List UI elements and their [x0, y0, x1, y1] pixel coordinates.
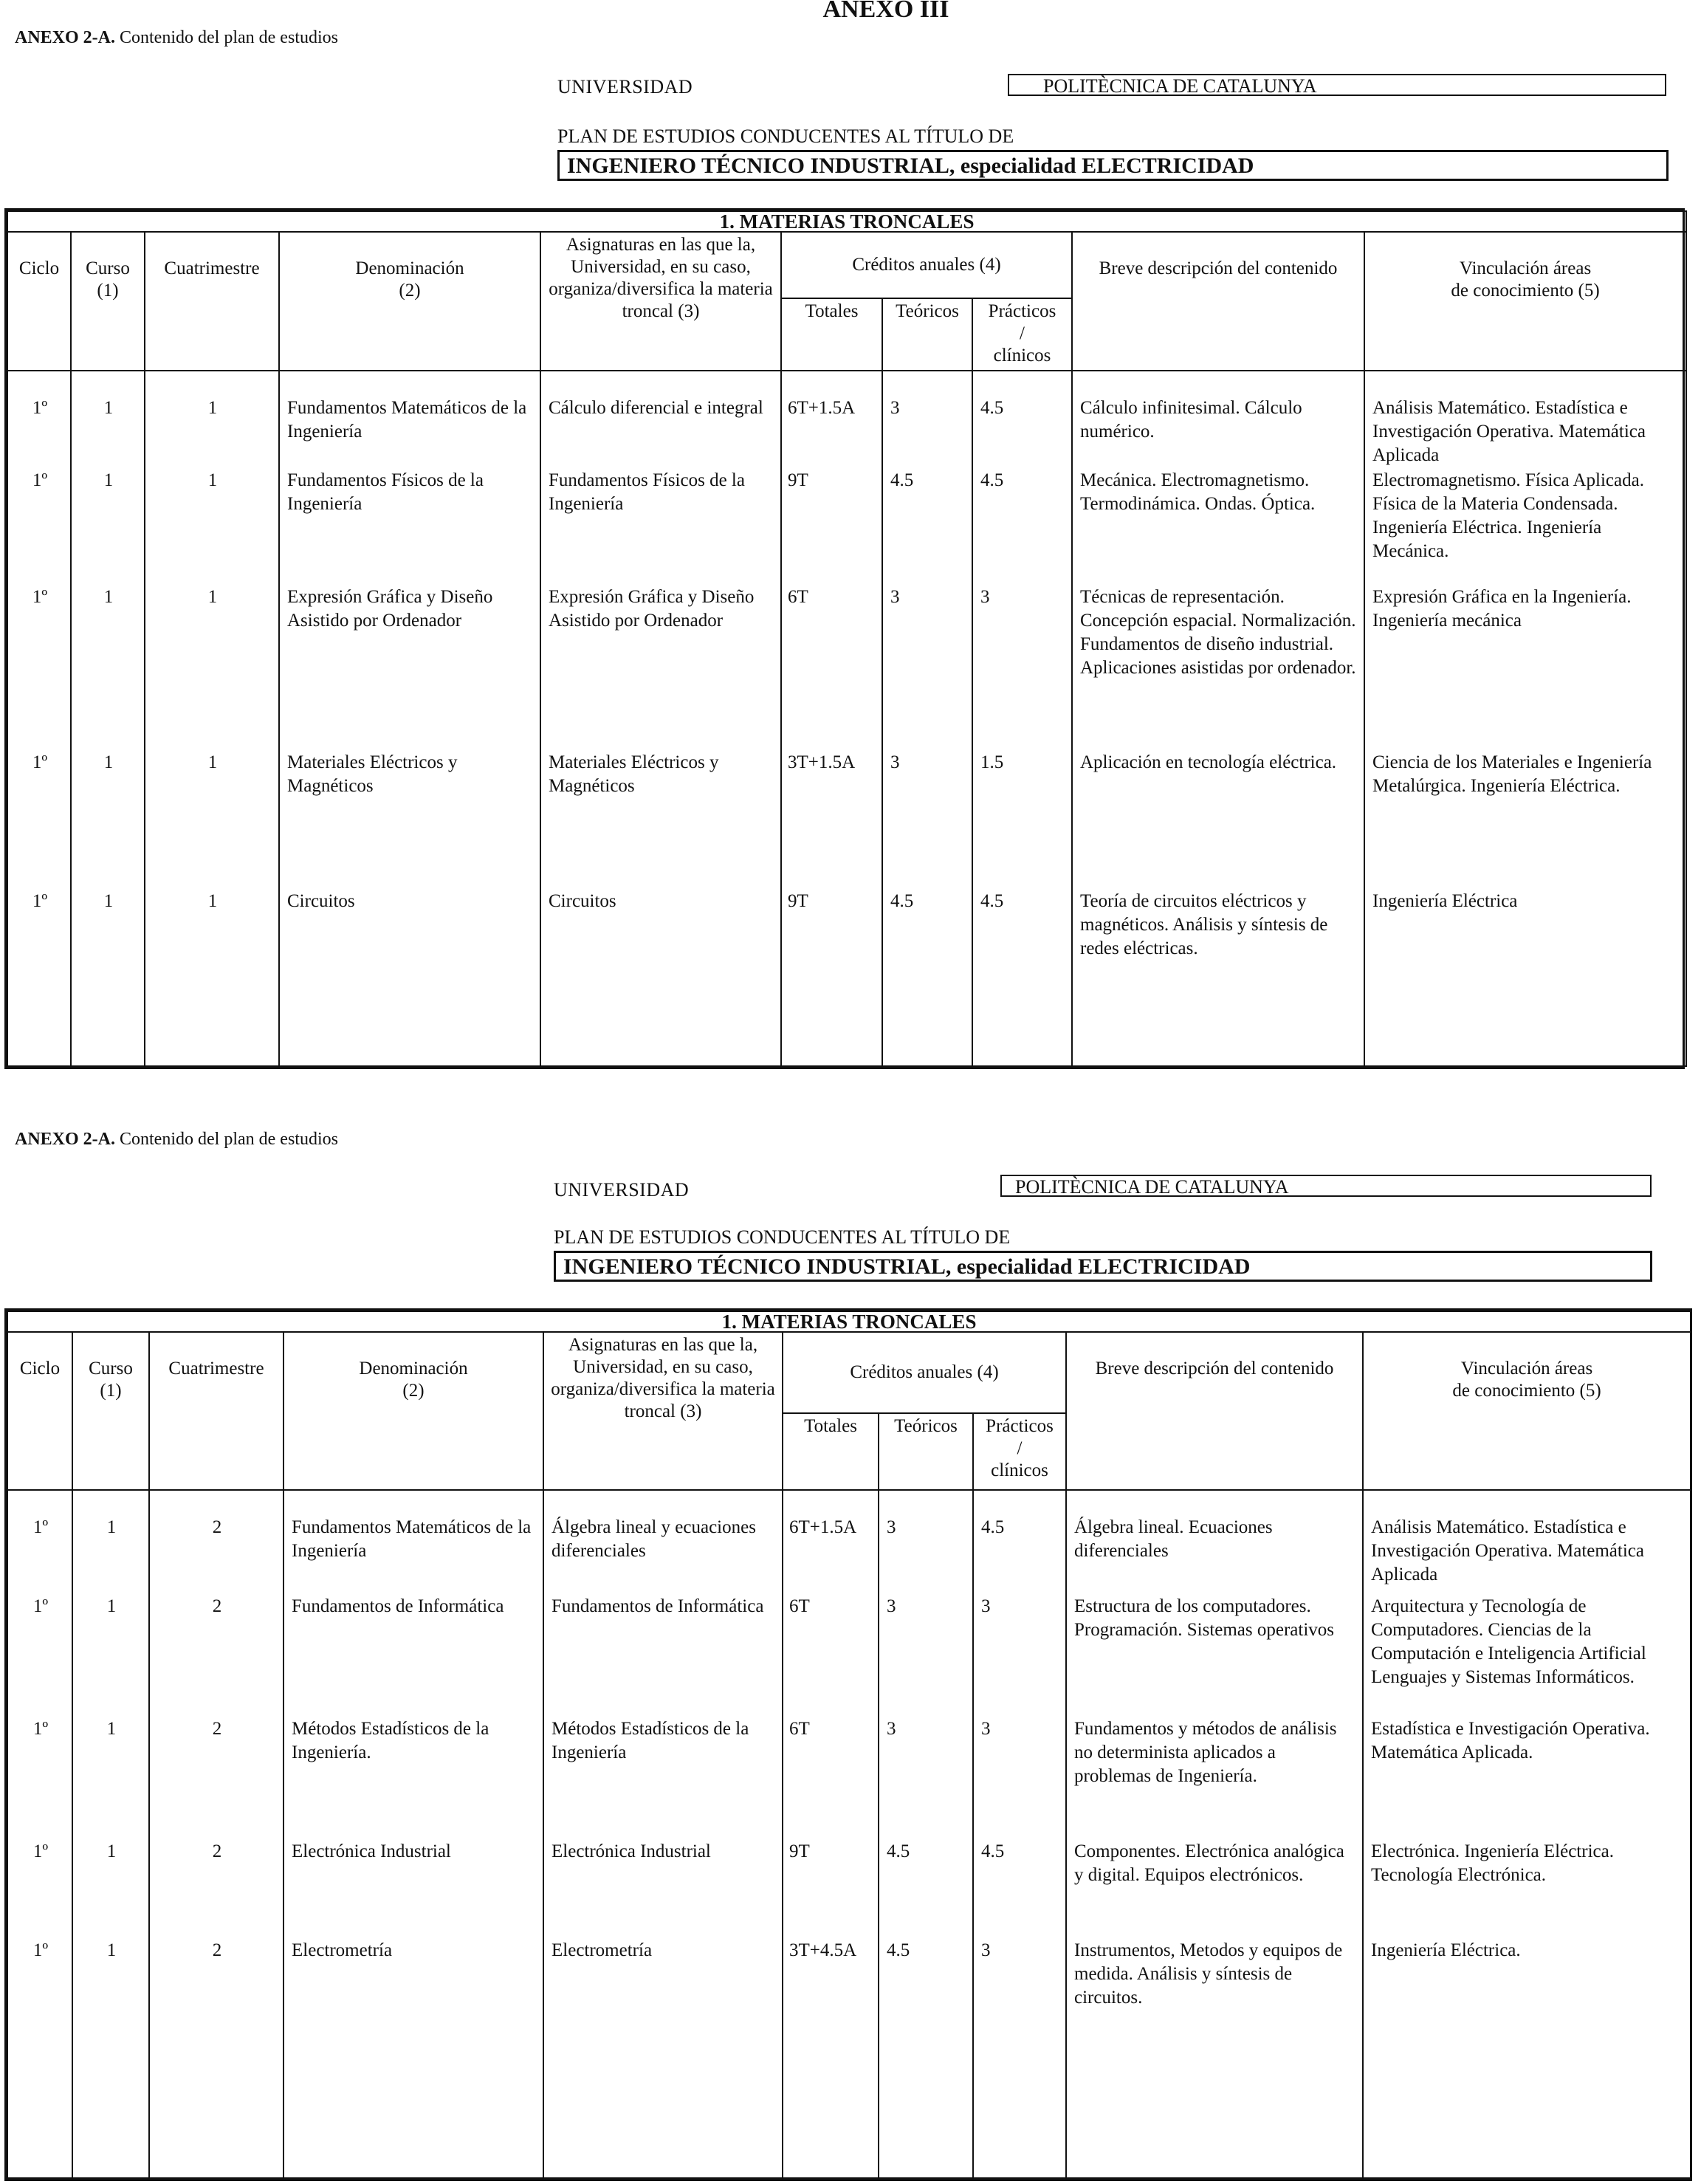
- header-curso: Curso (1): [72, 1332, 149, 1490]
- anexo-label-2: [15, 1130, 338, 1150]
- table-row: [7, 1716, 1691, 1838]
- header-vinculacion: Vinculación áreas de conocimiento (5): [1363, 1332, 1691, 1490]
- header-asignaturas: Asignaturas en las que la, Universidad, en su caso, organiza/diversifica la materia troncal (3): [543, 1332, 783, 1490]
- cell-denominacion: Electrometría: [284, 1937, 543, 2178]
- cell-asignatura: Fundamentos de Informática: [543, 1593, 783, 1716]
- table-row: [7, 1838, 1691, 1937]
- header-denominacion: Denominación (2): [284, 1332, 543, 1490]
- header-creditos: Créditos anuales (4): [781, 232, 1072, 298]
- anexo-label-text: Contenido del plan de estudios: [115, 1130, 338, 1149]
- cell-vinculacion: Arquitectura y Tecnología de Computadores. Ciencias de la Computación e Inteligencia Artificial Lenguajes y Sistemas Informáticos.: [1363, 1593, 1691, 1716]
- universidad-label-1: UNIVERSIDAD: [557, 76, 693, 97]
- universidad-value-1: POLITÈCNICA DE CATALUNYA: [1008, 74, 1666, 96]
- cell-curso: 1: [71, 467, 145, 584]
- cell-cuatrimestre: 1: [145, 371, 279, 467]
- header-practicos: Prácticos / clínicos: [973, 1413, 1066, 1490]
- cell-teoricos: 4.5: [879, 1838, 973, 1937]
- cell-descripcion: Teoría de circuitos eléctricos y magnéticos. Análisis y síntesis de redes eléctricas.: [1072, 888, 1364, 1066]
- cell-practicos: 1.5: [972, 749, 1072, 888]
- cell-descripcion: Álgebra lineal. Ecuaciones diferenciales: [1066, 1490, 1363, 1593]
- cell-denominacion: Fundamentos de Informática: [284, 1593, 543, 1716]
- cell-totales: 6T: [783, 1716, 879, 1838]
- header-cuatrimestre: Cuatrimestre: [145, 232, 279, 371]
- cell-ciclo: 1º: [7, 1937, 72, 2178]
- cell-cuatrimestre: 2: [149, 1838, 284, 1937]
- cell-curso: 1: [72, 1838, 149, 1937]
- anexo-label-text: Contenido del plan de estudios: [115, 28, 338, 47]
- cell-cuatrimestre: 2: [149, 1937, 284, 2178]
- cell-totales: 9T: [783, 1838, 879, 1937]
- cell-teoricos: 3: [882, 749, 972, 888]
- header-ciclo: Ciclo: [7, 232, 71, 371]
- cell-curso: 1: [72, 1490, 149, 1593]
- cell-descripcion: Técnicas de representación. Concepción espacial. Normalización. Fundamentos de diseño industrial. Aplicaciones asistidas por ordenador.: [1072, 584, 1364, 749]
- cell-totales: 6T: [781, 584, 882, 749]
- page-title: ANEXO III: [822, 0, 949, 23]
- cell-vinculacion: Estadística e Investigación Operativa. Matemática Aplicada.: [1363, 1716, 1691, 1838]
- cell-curso: 1: [72, 1716, 149, 1838]
- materias-troncales-table-2: [4, 1308, 1692, 2181]
- table-row: [7, 749, 1686, 888]
- cell-totales: 6T: [783, 1593, 879, 1716]
- cell-vinculacion: Análisis Matemático. Estadística e Investigación Operativa. Matemática Aplicada: [1364, 371, 1686, 467]
- cell-asignatura: Álgebra lineal y ecuaciones diferenciales: [543, 1490, 783, 1593]
- cell-curso: 1: [71, 749, 145, 888]
- cell-vinculacion: Ingeniería Eléctrica.: [1363, 1937, 1691, 2178]
- cell-cuatrimestre: 1: [145, 749, 279, 888]
- cell-practicos: 3: [973, 1716, 1066, 1838]
- cell-teoricos: 4.5: [882, 467, 972, 584]
- cell-denominacion: Expresión Gráfica y Diseño Asistido por Ordenador: [279, 584, 540, 749]
- cell-descripcion: Fundamentos y métodos de análisis no determinista aplicados a problemas de Ingeniería.: [1066, 1716, 1363, 1838]
- cell-teoricos: 3: [879, 1716, 973, 1838]
- cell-teoricos: 3: [882, 584, 972, 749]
- cell-cuatrimestre: 2: [149, 1593, 284, 1716]
- cell-totales: 3T+4.5A: [783, 1937, 879, 2178]
- cell-ciclo: 1º: [7, 467, 71, 584]
- table-title: 1. MATERIAS TRONCALES: [7, 211, 1686, 232]
- cell-denominacion: Fundamentos Matemáticos de la Ingeniería: [279, 371, 540, 467]
- table-title: 1. MATERIAS TRONCALES: [7, 1311, 1691, 1332]
- cell-asignatura: Fundamentos Físicos de la Ingeniería: [540, 467, 781, 584]
- header-creditos: Créditos anuales (4): [783, 1332, 1066, 1413]
- cell-denominacion: Fundamentos Físicos de la Ingeniería: [279, 467, 540, 584]
- cell-curso: 1: [71, 584, 145, 749]
- header-totales: Totales: [781, 298, 882, 371]
- cell-practicos: 4.5: [972, 467, 1072, 584]
- cell-ciclo: 1º: [7, 1716, 72, 1838]
- cell-asignatura: Circuitos: [540, 888, 781, 1066]
- anexo-label-bold: ANEXO 2-A.: [15, 1130, 115, 1149]
- header-descripcion: Breve descripción del contenido: [1072, 232, 1364, 371]
- cell-cuatrimestre: 1: [145, 467, 279, 584]
- cell-asignatura: Métodos Estadísticos de la Ingeniería: [543, 1716, 783, 1838]
- cell-teoricos: 3: [882, 371, 972, 467]
- header-denominacion: Denominación (2): [279, 232, 540, 371]
- cell-denominacion: Circuitos: [279, 888, 540, 1066]
- cell-asignatura: Materiales Eléctricos y Magnéticos: [540, 749, 781, 888]
- cell-ciclo: 1º: [7, 371, 71, 467]
- table-row: [7, 584, 1686, 749]
- cell-practicos: 4.5: [972, 888, 1072, 1066]
- cell-descripcion: Instrumentos, Metodos y equipos de medida. Análisis y síntesis de circuitos.: [1066, 1937, 1363, 2178]
- cell-asignatura: Electrometría: [543, 1937, 783, 2178]
- cell-totales: 3T+1.5A: [781, 749, 882, 888]
- cell-vinculacion: Electrónica. Ingeniería Eléctrica. Tecnología Electrónica.: [1363, 1838, 1691, 1937]
- header-teoricos: Teóricos: [879, 1413, 973, 1490]
- cell-descripcion: Cálculo infinitesimal. Cálculo numérico.: [1072, 371, 1364, 467]
- cell-teoricos: 3: [879, 1490, 973, 1593]
- cell-vinculacion: Ingeniería Eléctrica: [1364, 888, 1686, 1066]
- cell-ciclo: 1º: [7, 1593, 72, 1716]
- cell-ciclo: 1º: [7, 584, 71, 749]
- table-row: [7, 371, 1686, 467]
- header-descripcion: Breve descripción del contenido: [1066, 1332, 1363, 1490]
- plan-label-1: PLAN DE ESTUDIOS CONDUCENTES AL TÍTULO DE: [557, 126, 1014, 147]
- header-curso: Curso (1): [71, 232, 145, 371]
- cell-denominacion: Métodos Estadísticos de la Ingeniería.: [284, 1716, 543, 1838]
- table-row: [7, 467, 1686, 584]
- universidad-label-2: UNIVERSIDAD: [554, 1179, 690, 1201]
- cell-totales: 9T: [781, 888, 882, 1066]
- cell-practicos: 3: [973, 1937, 1066, 2178]
- header-vinculacion: Vinculación áreas de conocimiento (5): [1364, 232, 1686, 371]
- cell-totales: 9T: [781, 467, 882, 584]
- table-row: [7, 888, 1686, 1066]
- cell-practicos: 4.5: [973, 1838, 1066, 1937]
- cell-descripcion: Estructura de los computadores. Programación. Sistemas operativos: [1066, 1593, 1363, 1716]
- cell-totales: 6T+1.5A: [781, 371, 882, 467]
- table-row: [7, 1593, 1691, 1716]
- anexo-label-bold: ANEXO 2-A.: [15, 28, 115, 47]
- plan-label-2: PLAN DE ESTUDIOS CONDUCENTES AL TÍTULO DE: [554, 1226, 1011, 1248]
- plan-title-1: INGENIERO TÉCNICO INDUSTRIAL, especialidad ELECTRICIDAD: [557, 150, 1669, 181]
- cell-ciclo: 1º: [7, 888, 71, 1066]
- cell-practicos: 3: [973, 1593, 1066, 1716]
- table-row: [7, 1490, 1691, 1593]
- cell-denominacion: Fundamentos Matemáticos de la Ingeniería: [284, 1490, 543, 1593]
- cell-descripcion: Componentes. Electrónica analógica y digital. Equipos electrónicos.: [1066, 1838, 1363, 1937]
- cell-asignatura: Expresión Gráfica y Diseño Asistido por Ordenador: [540, 584, 781, 749]
- cell-vinculacion: Electromagnetismo. Física Aplicada. Física de la Materia Condensada. Ingeniería Eléctrica. Ingeniería Mecánica.: [1364, 467, 1686, 584]
- header-cuatrimestre: Cuatrimestre: [149, 1332, 284, 1490]
- universidad-value-2: POLITÈCNICA DE CATALUNYA: [1000, 1175, 1652, 1197]
- plan-title-2: INGENIERO TÉCNICO INDUSTRIAL, especialidad ELECTRICIDAD: [554, 1251, 1652, 1282]
- anexo-label-1: [15, 28, 338, 48]
- cell-vinculacion: Análisis Matemático. Estadística e Investigación Operativa. Matemática Aplicada: [1363, 1490, 1691, 1593]
- cell-cuatrimestre: 2: [149, 1716, 284, 1838]
- cell-cuatrimestre: 1: [145, 584, 279, 749]
- cell-totales: 6T+1.5A: [783, 1490, 879, 1593]
- cell-practicos: 4.5: [973, 1490, 1066, 1593]
- cell-cuatrimestre: 1: [145, 888, 279, 1066]
- cell-denominacion: Electrónica Industrial: [284, 1838, 543, 1937]
- table-row: [7, 1937, 1691, 2178]
- cell-ciclo: 1º: [7, 749, 71, 888]
- cell-practicos: 3: [972, 584, 1072, 749]
- cell-cuatrimestre: 2: [149, 1490, 284, 1593]
- header-ciclo: Ciclo: [7, 1332, 72, 1490]
- cell-asignatura: Cálculo diferencial e integral: [540, 371, 781, 467]
- header-teoricos: Teóricos: [882, 298, 972, 371]
- cell-curso: 1: [72, 1937, 149, 2178]
- cell-teoricos: 4.5: [882, 888, 972, 1066]
- materias-troncales-table-1: [4, 208, 1685, 1069]
- cell-teoricos: 4.5: [879, 1937, 973, 2178]
- cell-descripcion: Mecánica. Electromagnetismo. Termodinámica. Ondas. Óptica.: [1072, 467, 1364, 584]
- cell-curso: 1: [71, 371, 145, 467]
- cell-ciclo: 1º: [7, 1838, 72, 1937]
- header-totales: Totales: [783, 1413, 879, 1490]
- cell-vinculacion: Expresión Gráfica en la Ingeniería. Ingeniería mecánica: [1364, 584, 1686, 749]
- header-asignaturas: Asignaturas en las que la, Universidad, en su caso, organiza/diversifica la materia troncal (3): [540, 232, 781, 371]
- cell-curso: 1: [72, 1593, 149, 1716]
- cell-denominacion: Materiales Eléctricos y Magnéticos: [279, 749, 540, 888]
- cell-practicos: 4.5: [972, 371, 1072, 467]
- cell-curso: 1: [71, 888, 145, 1066]
- cell-vinculacion: Ciencia de los Materiales e Ingeniería Metalúrgica. Ingeniería Eléctrica.: [1364, 749, 1686, 888]
- cell-descripcion: Aplicación en tecnología eléctrica.: [1072, 749, 1364, 888]
- header-practicos: Prácticos / clínicos: [972, 298, 1072, 371]
- cell-teoricos: 3: [879, 1593, 973, 1716]
- cell-asignatura: Electrónica Industrial: [543, 1838, 783, 1937]
- cell-ciclo: 1º: [7, 1490, 72, 1593]
